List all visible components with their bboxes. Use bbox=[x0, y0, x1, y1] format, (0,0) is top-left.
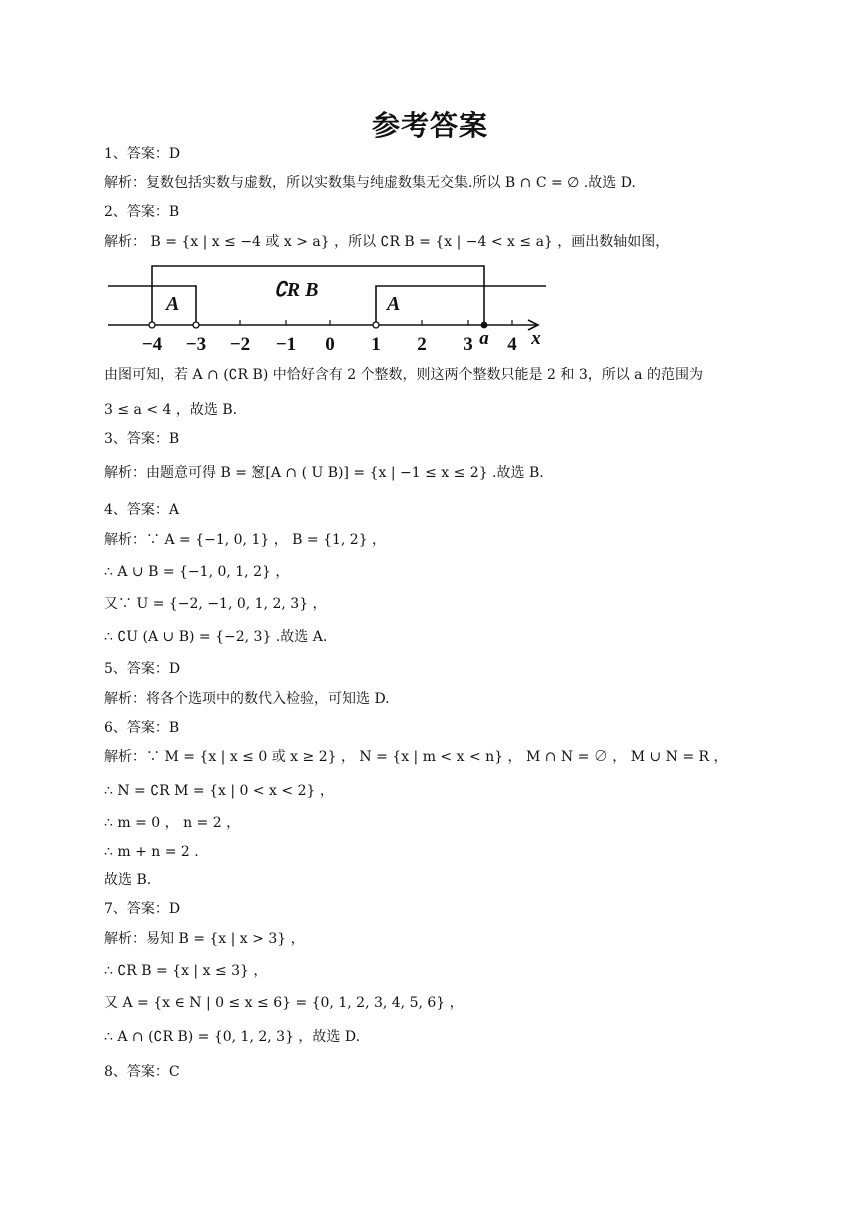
tick-label-x: x bbox=[531, 328, 541, 349]
open-point-minus-3 bbox=[193, 322, 199, 328]
q7-conclusion: ∴ A ∩ (∁R B) = {0, 1, 2, 3} ，故选 D. bbox=[104, 1029, 361, 1045]
q3-answer: 3、答案：B bbox=[104, 431, 180, 447]
tick-label-minus-1: −1 bbox=[275, 334, 297, 355]
q7-step-set-a: 又 A = {x ∈ N | 0 ≤ x ≤ 6} = {0, 1, 2, 3, 4, 5, 6} ， bbox=[104, 995, 464, 1011]
open-point-minus-4 bbox=[149, 322, 155, 328]
number-line-figure bbox=[104, 262, 554, 357]
q7-explanation: 解析：易知 B = {x | x > 3} ， bbox=[104, 931, 305, 947]
q6-answer: 6、答案：B bbox=[104, 720, 180, 736]
q5-answer: 5、答案：D bbox=[104, 661, 181, 677]
q4-step-union: ∴ A ∪ B = {−1, 0, 1, 2} ， bbox=[104, 564, 290, 580]
q6-explanation: 解析：∵ M = {x | x ≤ 0 或 x ≥ 2} ， N = {x | m < x < n} ， M ∩ N = ∅ ， M ∪ N = R ， bbox=[104, 749, 728, 765]
region-label-complement-b: ∁R B bbox=[274, 279, 319, 301]
q6-step-complement: ∴ N = ∁R M = {x | 0 < x < 2} ， bbox=[104, 783, 334, 799]
q7-answer: 7、答案：D bbox=[104, 901, 181, 917]
q6-conclusion: 故选 B. bbox=[104, 872, 152, 888]
tick-label-4: 4 bbox=[507, 334, 517, 355]
q4-answer: 4、答案：A bbox=[104, 502, 180, 518]
q4-step-universe: 又∵ U = {−2, −1, 0, 1, 2, 3} ， bbox=[104, 596, 327, 612]
q1-explanation: 解析：复数包括实数与虚数，所以实数集与纯虚数集无交集.所以 B ∩ C = ∅ .故选 D. bbox=[104, 175, 636, 191]
tick-label-0: 0 bbox=[325, 334, 335, 355]
open-point-1 bbox=[373, 322, 379, 328]
q5-explanation: 解析：将各个选项中的数代入检验，可知选 D. bbox=[104, 691, 390, 707]
tick-label-minus-4: −4 bbox=[141, 334, 163, 355]
q2-explanation-cont: 由图可知，若 A ∩ (∁R B) 中恰好含有 2 个整数，则这两个整数只能是 2 和 3，所以 a 的范围为 bbox=[104, 367, 703, 383]
page-title: 参考答案 bbox=[371, 109, 488, 142]
tick-label-3: 3 bbox=[463, 334, 473, 355]
q1-answer: 1、答案：D bbox=[104, 146, 181, 162]
q2-conclusion: 3 ≤ a < 4 ，故选 B. bbox=[104, 402, 238, 418]
q6-step-values: ∴ m = 0 ， n = 2 ， bbox=[104, 815, 241, 831]
q4-conclusion: ∴ ∁U (A ∪ B) = {−2, 3} .故选 A. bbox=[104, 629, 328, 645]
region-label-a-right: A bbox=[387, 293, 401, 315]
q4-explanation: 解析：∵ A = {−1, 0, 1} ， B = {1, 2} ， bbox=[104, 532, 387, 548]
q6-step-sum: ∴ m + n = 2 . bbox=[104, 844, 199, 860]
q8-answer: 8、答案：C bbox=[104, 1064, 180, 1080]
tick-label-minus-3: −3 bbox=[185, 334, 207, 355]
q3-explanation: 解析：由题意可得 B = 䆫[A ∩ ( U B)] = {x | −1 ≤ x ≤ 2} .故选 B. bbox=[104, 465, 544, 481]
tick-label-a: a bbox=[479, 328, 489, 349]
region-label-a-left: A bbox=[166, 293, 180, 315]
tick-label-1: 1 bbox=[371, 334, 381, 355]
q2-explanation: 解析： B = {x | x ≤ −4 或 x > a} ，所以 ∁R B = {x | −4 < x ≤ a} ，画出数轴如图， bbox=[104, 234, 670, 250]
tick-label-minus-2: −2 bbox=[229, 334, 251, 355]
q7-step-complement: ∴ ∁R B = {x | x ≤ 3} ， bbox=[104, 963, 268, 979]
tick-label-2: 2 bbox=[417, 334, 427, 355]
q2-answer: 2、答案：B bbox=[104, 204, 180, 220]
